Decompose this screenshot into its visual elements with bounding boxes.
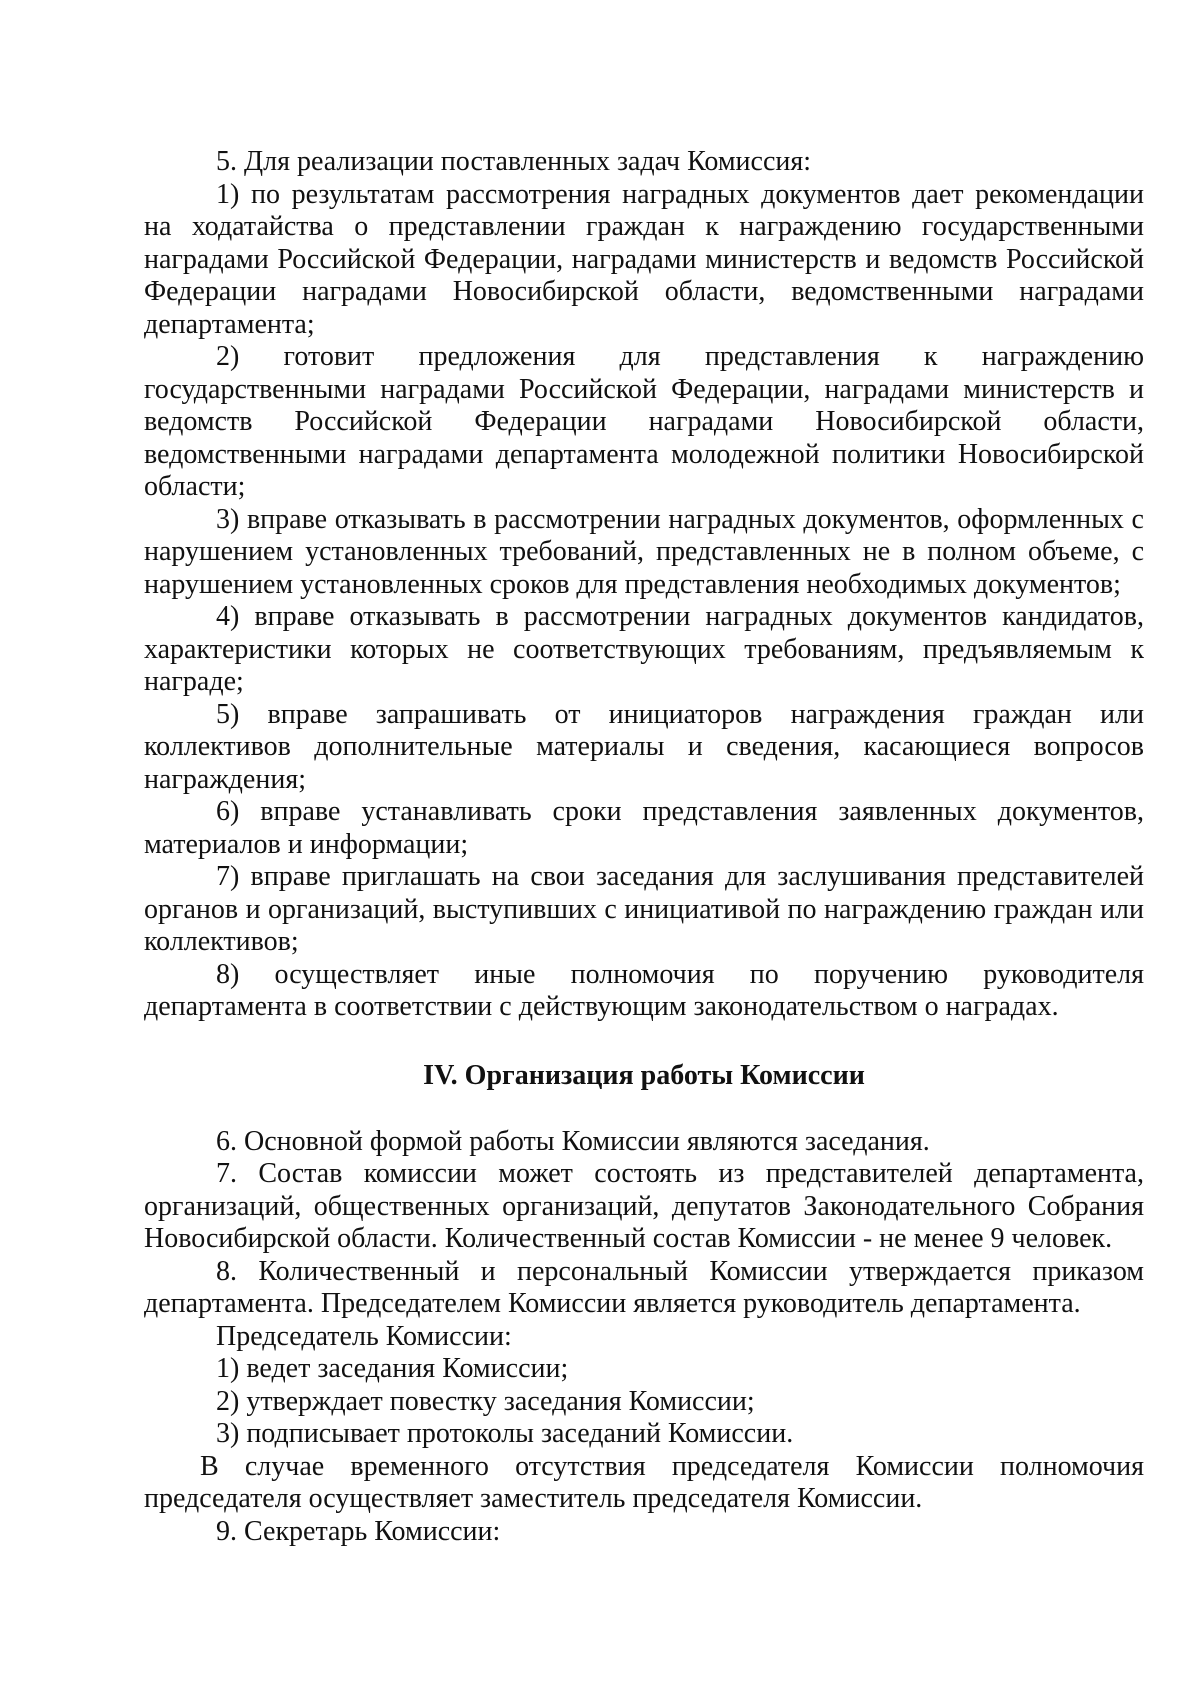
paragraph-item-9: 9. Секретарь Комиссии:: [216, 1515, 501, 1547]
paragraph-deputy-chairman: В случае временного отсутствия председателя Комиссии полномочия председателя осуществляет заместитель председателя Комиссии.: [144, 1450, 1144, 1514]
paragraph-item-8: 8. Количественный и персональный Комиссии утверждается приказом департамента. Председателем Комиссии является руководитель департамента.: [144, 1255, 1144, 1319]
paragraph-chairman-duty-3: 3) подписывает протоколы заседаний Комиссии.: [216, 1418, 794, 1449]
paragraph-item-5-6: 6) вправе устанавливать сроки представления заявленных документов, материалов и информации;: [144, 796, 1144, 860]
paragraph-chairman-duty-2: 2) утверждает повестку заседания Комиссии;: [216, 1385, 755, 1417]
paragraph-chairman-duty-1: 1) ведет заседания Комиссии;: [216, 1353, 569, 1384]
paragraph-item-5-2: 2) готовит предложения для представления к награждению государственными наградами Российской Федерации, наградами министерств и ведомств Российской Федерации наградами Новосибирской области, ведомственными наградами департамента молодежной политики Новосибирской области;: [144, 341, 1144, 502]
paragraph-item-5-3: 3) вправе отказывать в рассмотрении наградных документов, оформленных с нарушением установленных требований, представленных не в полном объеме, с нарушением установленных сроков для представления необходимых документов;: [144, 503, 1144, 600]
paragraph-item-5-1: 1) по результатам рассмотрения наградных документов дает рекомендации на ходатайства о представлении граждан к награждению государственными наградами Российской Федерации, наградами министерств и ведомств Российской Федерации наградами Новосибирской области, ведомственными наградами департамента;: [144, 178, 1144, 340]
paragraph-item-5-7: 7) вправе приглашать на свои заседания для заслушивания представителей органов и организаций, выступивших с инициативой по награждению граждан или коллективов;: [144, 861, 1144, 957]
paragraph-chairman-title: Председатель Комиссии:: [216, 1320, 512, 1352]
paragraph-item-6: 6. Основной формой работы Комиссии являются заседания.: [216, 1125, 930, 1157]
section-heading: IV. Организация работы Комиссии: [423, 1059, 865, 1091]
paragraph-item-5: 5. Для реализации поставленных задач Комиссия:: [216, 146, 812, 177]
paragraph-item-5-8: 8) осуществляет иные полномочия по поручению руководителя департамента в соответствии с действующим законодательством о наградах.: [144, 958, 1144, 1022]
paragraph-item-5-4: 4) вправе отказывать в рассмотрении наградных документов кандидатов, характеристики которых не соответствующих требованиям, предъявляемым к награде;: [144, 601, 1144, 697]
document-body: [144, 146, 1144, 1548]
paragraph-item-5-5: 5) вправе запрашивать от инициаторов награждения граждан или коллективов дополнительные материалы и сведения, касающиеся вопросов награждения;: [144, 698, 1144, 795]
paragraph-item-7: 7. Состав комиссии может состоять из представителей департамента, организаций, общественных организаций, депутатов Законодательного Собрания Новосибирской области. Количественный состав Комиссии - не менее 9 человек.: [144, 1158, 1144, 1254]
